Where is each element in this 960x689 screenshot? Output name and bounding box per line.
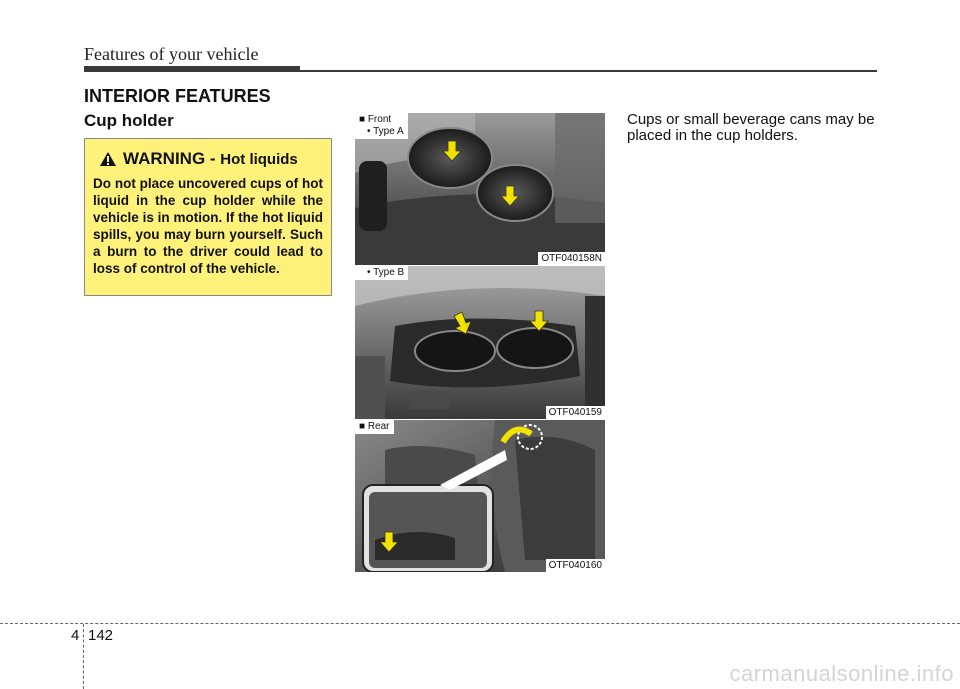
figure-front-type-b <box>355 266 605 419</box>
warning-topic: Hot liquids <box>220 151 298 168</box>
figure-tag: ■ Front • Type A <box>355 113 408 139</box>
header-rule-bar <box>84 66 300 72</box>
figure-code: OTF040160 <box>546 559 605 572</box>
warning-label: WARNING - Hot liquids <box>123 149 298 168</box>
header-rule-line <box>300 70 877 72</box>
footer-rule <box>0 623 960 624</box>
figure-tag: • Type B <box>355 266 408 280</box>
watermark: carmanualsonline.info <box>729 661 954 686</box>
warning-header <box>85 147 331 171</box>
section-title: INTERIOR FEATURES <box>84 86 271 106</box>
figure-rear <box>355 420 605 572</box>
chapter-number: 4 <box>71 627 80 644</box>
figure-code: OTF040159 <box>546 406 605 419</box>
warning-box <box>84 138 332 296</box>
subsection-title: Cup holder <box>84 111 174 130</box>
warning-text: Do not place uncovered cups of hot liquid in the cup holder while the vehicle is in motion. If the hot liquid spills, you may burn yourself. Such a burn to the driver could lead to loss of control of the vehicle. <box>93 176 323 276</box>
warning-triangle-icon <box>99 151 117 167</box>
rear-seat-photo <box>355 420 605 572</box>
figure-code: OTF040158N <box>538 252 605 265</box>
figure-front-type-a <box>355 113 605 265</box>
body-paragraph: Cups or small beverage cans may be placed in the cup holders. <box>627 111 875 144</box>
footer-divider <box>83 624 84 689</box>
figure-tag: ■ Rear <box>355 420 394 434</box>
page-number: 142 <box>88 627 114 644</box>
page-header-title: Features of your vehicle <box>84 44 259 64</box>
type-b-console-photo <box>355 266 605 419</box>
